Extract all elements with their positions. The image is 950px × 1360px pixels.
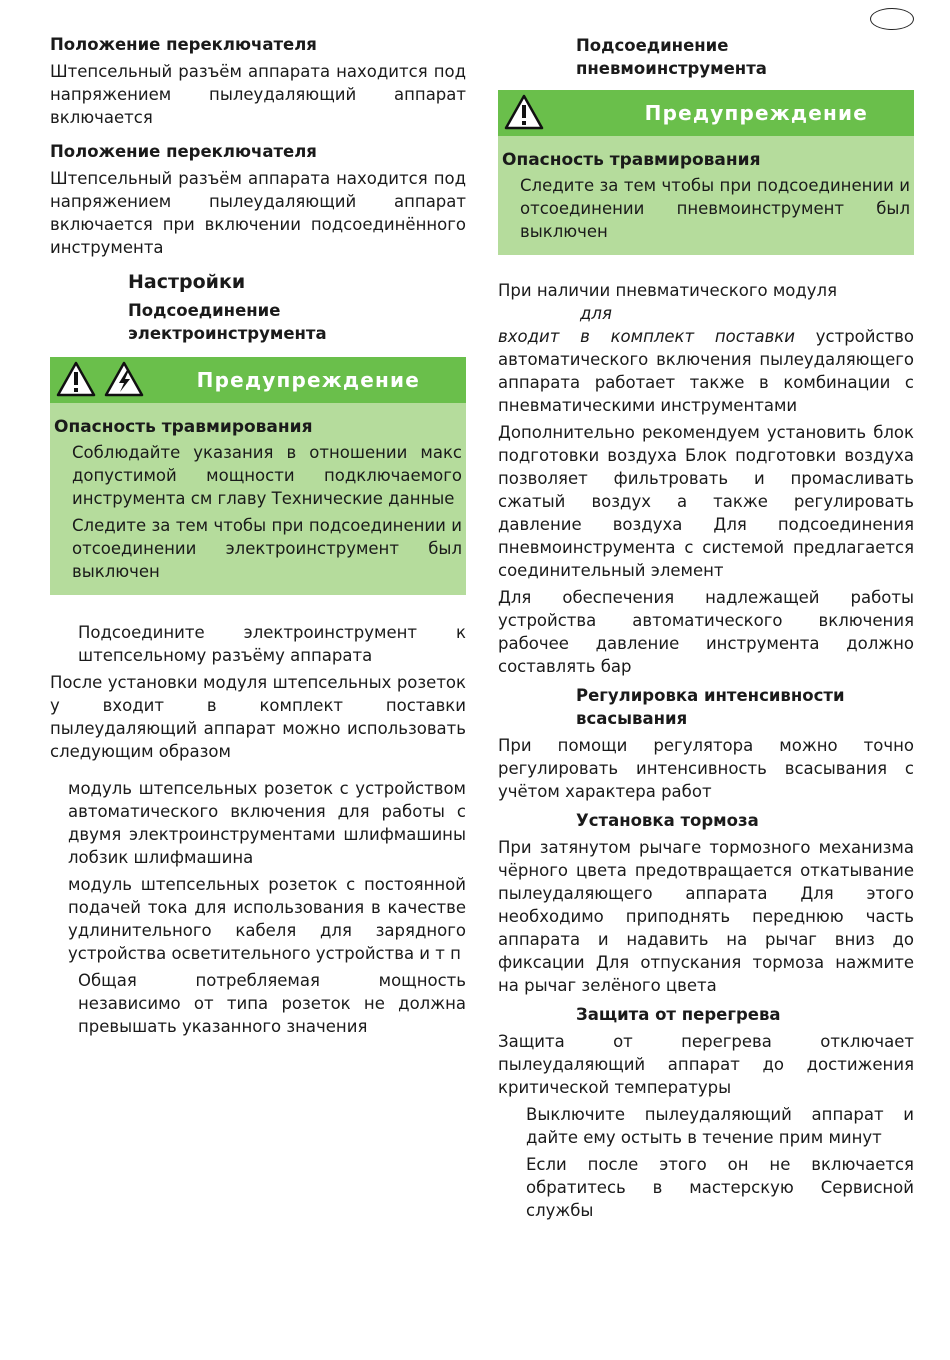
warning-body xyxy=(50,441,466,595)
warning-title: Предупреждение xyxy=(196,368,420,392)
left-column xyxy=(50,34,466,1038)
warning-subtitle: Опасность травмирования xyxy=(54,417,313,437)
overheat-step-1: Выключите пылеудаляющий аппарат и дайте ему остыть в течение прим минут xyxy=(526,1105,914,1147)
warning-item: Следите за тем чтобы при подсоединении и отсоединении электроинструмент был выключен xyxy=(72,516,462,581)
pneumatic-intro xyxy=(498,279,914,417)
switch-position-text-1: Штепсельный разъём аппарата находится под напряжением пылеудаляющий аппарат включается xyxy=(50,62,466,127)
pneumatic-intro-body xyxy=(498,325,914,417)
connect-step: Подсоедините электроинструмент к штепсельному разъёму аппарата xyxy=(78,623,466,665)
overheat-text: Защита от перегрева отключает пылеудаляющий аппарат до достижения критической температуры xyxy=(498,1032,914,1097)
warning-subtitle: Опасность травмирования xyxy=(502,150,761,170)
overheat-step-2: Если после этого он не включается обратитесь в мастерскую Сервисной службы xyxy=(526,1155,914,1220)
warning-body xyxy=(498,174,914,255)
warning-header xyxy=(50,357,466,403)
right-column xyxy=(498,34,914,1222)
pneumatic-intro-a: При наличии пневматического модуля xyxy=(498,281,838,300)
warning-triangle-icon xyxy=(56,361,96,401)
after-module-text: После установки модуля штепсельных розеток у входит в комплект поставки пылеудаляющий аппарат можно использовать следующим образом xyxy=(50,673,466,761)
warning-header xyxy=(498,90,914,136)
switch-position-heading-2: Положение переключателя xyxy=(50,142,317,161)
pneumatic-intro-d: устройство автоматического включения пылеудаляющего аппарата работает также в комбинации с пневматическими инструментами xyxy=(498,327,914,415)
suction-text: При помощи регулятора можно точно регулировать интенсивность всасывания с учётом характера работ xyxy=(498,736,914,801)
connect-pneumatic-tool-heading: Подсоединение пневмоинструмента xyxy=(576,36,767,78)
suction-heading: Регулировка интенсивности всасывания xyxy=(576,686,845,728)
pneumatic-intro-b: для xyxy=(580,304,612,323)
pneumatic-intro-c: входит в комплект поставки xyxy=(498,327,795,346)
pressure-text: Для обеспечения надлежащей работы устройства автоматического включения рабочее давление инструмента должно составлять бар xyxy=(498,588,914,676)
brake-text: При затянутом рычаге тормозного механизма чёрного цвета предотвращается откатывание пылеудаляющего аппарата Для этого необходимо приподнять переднюю часть аппарата и надавить на рычаг вниз до фиксации Для отпускания тормоза нажмите на рычаг зелёного цвета xyxy=(498,838,914,995)
warning-item: Соблюдайте указания в отношении макс допустимой мощности подключаемого инструмента см главу Технические данные xyxy=(72,443,462,508)
brake-heading: Установка тормоза xyxy=(576,811,759,830)
warning-title: Предупреждение xyxy=(644,101,868,125)
switch-position-heading-1: Положение переключателя xyxy=(50,35,317,54)
warning-box-pneumatic xyxy=(498,90,914,255)
module-option-2: модуль штепсельных розеток с постоянной подачей тока для использования в качестве удлинительного кабеля для зарядного устройства осветительного устройства и т п xyxy=(68,875,466,963)
warning-triangle-icon xyxy=(504,94,544,134)
total-power-note: Общая потребляемая мощность независимо от типа розеток не должна превышать указанного значения xyxy=(78,971,466,1036)
electric-hazard-icon xyxy=(104,361,144,401)
overheat-heading: Защита от перегрева xyxy=(576,1005,781,1024)
settings-heading: Настройки xyxy=(128,271,246,293)
module-option-1: модуль штепсельных розеток с устройством автоматического включения для работы с двумя электроинструментами шлифмашины лобзик шлифмашина xyxy=(68,779,466,867)
switch-position-text-2: Штепсельный разъём аппарата находится под напряжением пылеудаляющий аппарат включается при включении подсоединённого инструмента xyxy=(50,169,466,257)
warning-item: Следите за тем чтобы при подсоединении и отсоединении пневмоинструмент был выключен xyxy=(520,176,910,241)
connect-electric-tool-heading: Подсоединение электроинструмента xyxy=(128,301,327,343)
air-unit-text: Дополнительно рекомендуем установить блок подготовки воздуха Блок подготовки воздуха позволяет фильтровать и промасливать сжатый воздух а также регулировать давление воздуха Для подсоединения пневмоинструмента с системой предлагается соединительный элемент xyxy=(498,423,914,580)
language-badge-oval xyxy=(870,8,914,30)
warning-box-electric xyxy=(50,357,466,595)
